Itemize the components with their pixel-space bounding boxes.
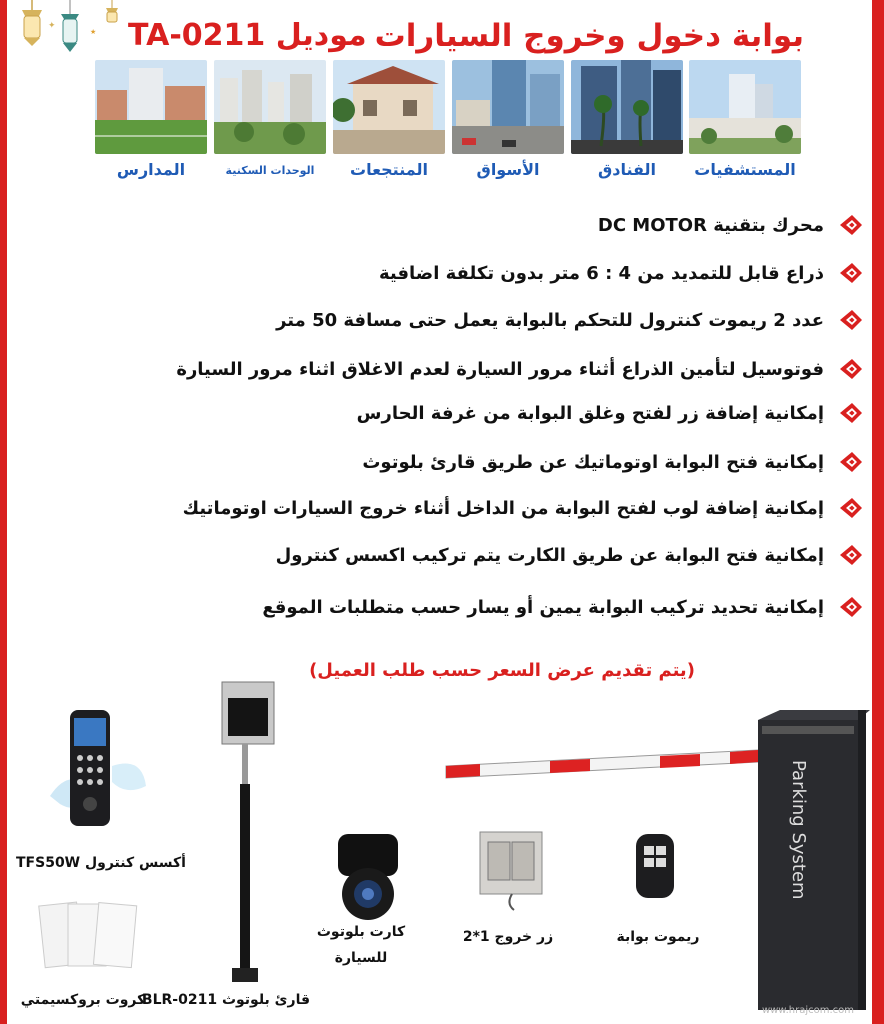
access-control-label: أكسس كنترول TFS50W <box>16 855 186 871</box>
feature-text: إمكانية فتح البوابة عن طريق الكارت يتم تركيب اكسس كنترول <box>275 544 824 566</box>
lantern-decoration-icon <box>12 0 122 62</box>
residential-photo <box>214 60 326 154</box>
svg-text:✦: ✦ <box>48 21 56 31</box>
venue-label: المستشفيات <box>694 160 796 179</box>
bluetooth-card-label-2: للسيارة <box>334 950 388 966</box>
feature-text: إمكانية فتح البوابة اوتوماتيك عن طريق قارئ بلوتوث <box>362 451 824 473</box>
bluetooth-card-image <box>330 832 406 924</box>
page-title: بوابة دخول وخروج السيارات <box>374 18 804 54</box>
bullet-icon <box>838 213 864 237</box>
feature-text: محرك بتقنية DC MOTOR <box>597 214 824 236</box>
bullet-icon <box>838 261 864 285</box>
feature-text: إمكانية إضافة زر لفتح وغلق البوابة من غرفة الحارس <box>356 402 824 424</box>
bullet-icon <box>838 308 864 332</box>
venue-malls <box>452 60 564 179</box>
gate-remote-label: ريموت بوابة <box>616 929 700 945</box>
bullet-icon <box>838 543 864 567</box>
venue-label: المنتجعات <box>350 160 428 179</box>
resort-photo <box>333 60 445 154</box>
bullet-icon <box>838 595 864 619</box>
feature-item <box>357 398 864 428</box>
feature-text: إمكانية إضافة لوب لفتح البوابة من الداخل أثناء خروج السيارات اوتوماتيك <box>182 497 824 519</box>
venue-schools <box>95 60 207 179</box>
svg-text:★: ★ <box>90 28 97 36</box>
bluetooth-card-label-1: كارت بلوتوث <box>316 924 406 940</box>
proximity-cards-image <box>38 900 138 972</box>
barrier-brand-label: Parking System <box>788 760 809 900</box>
bluetooth-reader-image <box>216 680 280 986</box>
feature-item <box>183 493 864 523</box>
feature-item <box>598 210 864 240</box>
left-red-border <box>0 0 7 1024</box>
feature-item <box>276 305 864 335</box>
feature-text: ذراع قابل للتمديد من 4 : 6 متر بدون تكلفة اضافية <box>379 262 824 284</box>
feature-text: فوتوسيل لتأمين الذراع أثناء مرور السيارة لعدم الاغلاق اثناء مرور السيارة <box>176 358 824 380</box>
feature-text: إمكانية تحديد تركيب البوابة يمين أو يسار حسب متطلبات الموقع <box>262 596 824 618</box>
school-photo <box>95 60 207 154</box>
feature-item <box>379 258 864 288</box>
feature-item <box>276 540 864 570</box>
bluetooth-reader-label: قارئ بلوتوث BLR-0211 <box>141 992 310 1008</box>
exit-button-label: زر خروج 1*2 <box>462 929 554 945</box>
feature-item <box>176 354 864 384</box>
access-control-image <box>42 706 154 830</box>
venue-label: الفنادق <box>597 160 657 179</box>
proximity-cards-label: كروت بروكسيمتي <box>20 992 146 1008</box>
venue-hotels <box>571 60 683 179</box>
feature-item <box>262 592 864 622</box>
model-title: موديل TA-0211 <box>128 18 367 53</box>
watermark-text: www.hrajcom.com <box>761 1005 854 1016</box>
hotel-photo <box>571 60 683 154</box>
bullet-icon <box>838 496 864 520</box>
bullet-icon <box>838 401 864 425</box>
feature-text: عدد 2 ريموت كنترول للتحكم بالبوابة يعمل حتى مسافة 50 متر <box>276 309 824 331</box>
mall-photo <box>452 60 564 154</box>
venue-resorts <box>333 60 445 179</box>
bullet-icon <box>838 450 864 474</box>
venue-label: الوحدات السكنية <box>225 164 315 177</box>
bullet-icon <box>838 357 864 381</box>
barrier-brand-label-wrap <box>785 760 809 980</box>
venue-label: الأسواق <box>476 160 540 179</box>
hospital-photo <box>689 60 801 154</box>
exit-button-image <box>478 830 544 912</box>
gate-remote-image <box>634 832 676 900</box>
feature-item <box>362 447 864 477</box>
venue-residential <box>214 60 326 177</box>
price-note: (يتم تقديم عرض السعر حسب طلب العميل) <box>309 660 695 681</box>
venue-label: المدارس <box>116 160 186 179</box>
right-red-border <box>872 0 884 1024</box>
venue-hospitals <box>689 60 801 179</box>
